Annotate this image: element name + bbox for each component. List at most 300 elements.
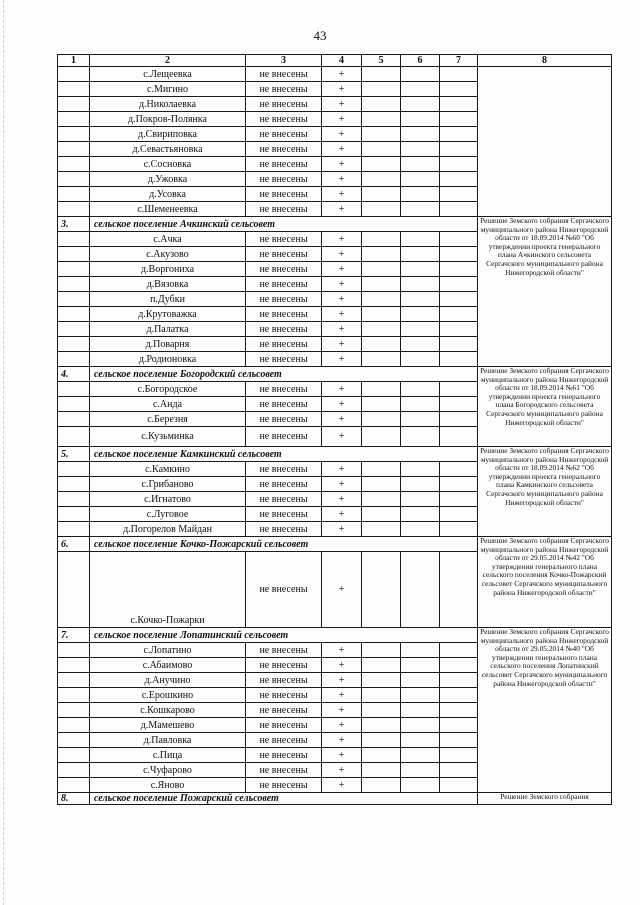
settlement-name: д.Палатка bbox=[90, 322, 246, 337]
changes-status: не внесены bbox=[246, 733, 322, 748]
column-header: 6 bbox=[401, 55, 440, 67]
settlement-name: д.Погорелов Майдан bbox=[90, 522, 246, 537]
section-header-row bbox=[58, 217, 612, 232]
empty-cell bbox=[401, 397, 440, 412]
empty-cell bbox=[401, 688, 440, 703]
settlement-name: с.Кузьминка bbox=[90, 427, 246, 447]
changes-status: не внесены bbox=[246, 703, 322, 718]
empty-cell bbox=[440, 322, 478, 337]
empty-cell bbox=[362, 492, 401, 507]
empty-cell bbox=[362, 172, 401, 187]
empty-cell bbox=[362, 507, 401, 522]
mark-cell: + bbox=[322, 292, 362, 307]
row-number-cell bbox=[58, 262, 90, 277]
mark-cell: + bbox=[322, 507, 362, 522]
row-number-cell bbox=[58, 97, 90, 112]
empty-cell bbox=[401, 172, 440, 187]
changes-status: не внесены bbox=[246, 307, 322, 322]
changes-status: не внесены bbox=[246, 97, 322, 112]
changes-status: не внесены bbox=[246, 262, 322, 277]
empty-cell bbox=[401, 82, 440, 97]
changes-status: не внесены bbox=[246, 292, 322, 307]
mark-cell: + bbox=[322, 673, 362, 688]
settlement-name: п.Дубки bbox=[90, 292, 246, 307]
changes-status: не внесены bbox=[246, 382, 322, 397]
empty-cell bbox=[362, 733, 401, 748]
changes-status: не внесены bbox=[246, 492, 322, 507]
empty-cell bbox=[440, 277, 478, 292]
settlement-name: д.Анучино bbox=[90, 673, 246, 688]
settlement-name: д.Севастьяновка bbox=[90, 142, 246, 157]
settlement-name: с.Лопатино bbox=[90, 643, 246, 658]
empty-cell bbox=[401, 778, 440, 793]
empty-cell bbox=[362, 97, 401, 112]
settlement-name: д.Воргониха bbox=[90, 262, 246, 277]
section-number: 8. bbox=[58, 793, 90, 805]
empty-cell bbox=[362, 552, 401, 628]
empty-cell bbox=[362, 187, 401, 202]
mark-cell: + bbox=[322, 187, 362, 202]
empty-cell bbox=[362, 703, 401, 718]
settlement-name: с.Шеменеевка bbox=[90, 202, 246, 217]
mark-cell: + bbox=[322, 307, 362, 322]
settlement-name: с.Мигино bbox=[90, 82, 246, 97]
mark-cell: + bbox=[322, 492, 362, 507]
changes-status: не внесены bbox=[246, 778, 322, 793]
section-header-row bbox=[58, 793, 612, 805]
empty-cell bbox=[440, 477, 478, 492]
mark-cell: + bbox=[322, 172, 362, 187]
settlement-name: с.Сосновка bbox=[90, 157, 246, 172]
empty-cell bbox=[440, 82, 478, 97]
settlement-name: д.Вязовка bbox=[90, 277, 246, 292]
section-title: сельское поселение Кочко-Пожарский сельсовет bbox=[90, 537, 478, 552]
row-number-cell bbox=[58, 112, 90, 127]
empty-cell bbox=[362, 778, 401, 793]
mark-cell: + bbox=[322, 477, 362, 492]
row-number-cell bbox=[58, 82, 90, 97]
empty-cell bbox=[440, 352, 478, 367]
empty-cell bbox=[401, 477, 440, 492]
empty-cell bbox=[440, 247, 478, 262]
changes-status: не внесены bbox=[246, 412, 322, 427]
empty-cell bbox=[401, 142, 440, 157]
empty-cell bbox=[440, 552, 478, 628]
row-number-cell bbox=[58, 127, 90, 142]
empty-cell bbox=[440, 202, 478, 217]
empty-cell bbox=[440, 658, 478, 673]
empty-cell bbox=[401, 492, 440, 507]
changes-status: не внесены bbox=[246, 507, 322, 522]
changes-status: не внесены bbox=[246, 462, 322, 477]
mark-cell: + bbox=[322, 522, 362, 537]
mark-cell: + bbox=[322, 127, 362, 142]
changes-status: не внесены bbox=[246, 643, 322, 658]
changes-status: не внесены bbox=[246, 127, 322, 142]
empty-cell bbox=[362, 522, 401, 537]
mark-cell: + bbox=[322, 658, 362, 673]
mark-cell: + bbox=[322, 778, 362, 793]
decision-cell: Решение Земского собрания bbox=[478, 793, 612, 805]
empty-cell bbox=[401, 763, 440, 778]
changes-status: не внесены bbox=[246, 748, 322, 763]
decision-cell: Решение Земского собрания Сергачского муниципального района Нижегородской области от 18.09.2014 №61 "Об утверждении проекта генерального плана Богородского сельсовета Сергачского муниципального района Нижегородской области" bbox=[478, 367, 612, 447]
empty-cell bbox=[362, 427, 401, 447]
settlement-name: д.Свириповка bbox=[90, 127, 246, 142]
row-number-cell bbox=[58, 462, 90, 477]
empty-cell bbox=[401, 337, 440, 352]
row-number-cell bbox=[58, 718, 90, 733]
row-number-cell bbox=[58, 688, 90, 703]
empty-cell bbox=[440, 127, 478, 142]
empty-cell bbox=[440, 427, 478, 447]
empty-cell bbox=[401, 202, 440, 217]
mark-cell: + bbox=[322, 262, 362, 277]
mark-cell: + bbox=[322, 277, 362, 292]
settlement-name: с.Луговое bbox=[90, 507, 246, 522]
empty-cell bbox=[440, 703, 478, 718]
changes-status: не внесены bbox=[246, 688, 322, 703]
section-title: сельское поселение Ачкинский сельсовет bbox=[90, 217, 478, 232]
changes-status: не внесены bbox=[246, 763, 322, 778]
empty-cell bbox=[362, 397, 401, 412]
empty-cell bbox=[401, 112, 440, 127]
settlement-row bbox=[58, 67, 612, 82]
mark-cell: + bbox=[322, 142, 362, 157]
empty-cell bbox=[440, 112, 478, 127]
column-header: 5 bbox=[362, 55, 401, 67]
row-number-cell bbox=[58, 337, 90, 352]
column-header: 4 bbox=[322, 55, 362, 67]
row-number-cell bbox=[58, 477, 90, 492]
settlement-name: д.Родионовка bbox=[90, 352, 246, 367]
empty-cell bbox=[362, 202, 401, 217]
changes-status: не внесены bbox=[246, 172, 322, 187]
row-number-cell bbox=[58, 352, 90, 367]
scan-edge bbox=[3, 0, 5, 905]
empty-cell bbox=[362, 322, 401, 337]
section-title: сельское поселение Лопатинский сельсовет bbox=[90, 628, 478, 643]
empty-cell bbox=[401, 187, 440, 202]
section-header-row bbox=[58, 367, 612, 382]
row-number-cell bbox=[58, 733, 90, 748]
empty-cell bbox=[362, 232, 401, 247]
changes-status: не внесены bbox=[246, 277, 322, 292]
empty-cell bbox=[440, 643, 478, 658]
changes-status: не внесены bbox=[246, 552, 322, 628]
column-header: 8 bbox=[478, 55, 612, 67]
row-number-cell bbox=[58, 412, 90, 427]
changes-status: не внесены bbox=[246, 232, 322, 247]
decision-cell: Решение Земского собрания Сергачского муниципального района Нижегородской области от 29.05.2014 №40 "Об утверждении генерального плана сельского поселения Лопатинский сельсовет Сергачского муниципального района Нижегородской области" bbox=[478, 628, 612, 793]
row-number-cell bbox=[58, 643, 90, 658]
section-number: 6. bbox=[58, 537, 90, 552]
empty-cell bbox=[440, 718, 478, 733]
empty-cell bbox=[401, 718, 440, 733]
empty-cell bbox=[401, 277, 440, 292]
empty-cell bbox=[362, 127, 401, 142]
mark-cell: + bbox=[322, 748, 362, 763]
empty-cell bbox=[401, 352, 440, 367]
settlement-name: с.Грибаново bbox=[90, 477, 246, 492]
changes-status: не внесены bbox=[246, 82, 322, 97]
settlement-name: с.Анда bbox=[90, 397, 246, 412]
settlement-name: д.Покров-Полянка bbox=[90, 112, 246, 127]
mark-cell: + bbox=[322, 97, 362, 112]
mark-cell: + bbox=[322, 202, 362, 217]
settlement-name: с.Ачка bbox=[90, 232, 246, 247]
changes-status: не внесены bbox=[246, 718, 322, 733]
changes-status: не внесены bbox=[246, 673, 322, 688]
empty-cell bbox=[440, 397, 478, 412]
changes-status: не внесены bbox=[246, 202, 322, 217]
empty-cell bbox=[362, 718, 401, 733]
section-number: 7. bbox=[58, 628, 90, 643]
changes-status: не внесены bbox=[246, 112, 322, 127]
settlement-name: с.Игнатово bbox=[90, 492, 246, 507]
row-number-cell bbox=[58, 552, 90, 628]
mark-cell: + bbox=[322, 643, 362, 658]
column-header: 7 bbox=[440, 55, 478, 67]
row-number-cell bbox=[58, 232, 90, 247]
settlements-table bbox=[57, 54, 612, 805]
empty-cell bbox=[362, 337, 401, 352]
changes-status: не внесены bbox=[246, 427, 322, 447]
settlement-name: с.Яново bbox=[90, 778, 246, 793]
row-number-cell bbox=[58, 492, 90, 507]
empty-cell bbox=[401, 507, 440, 522]
empty-cell bbox=[401, 232, 440, 247]
settlement-name: д.Крутоважка bbox=[90, 307, 246, 322]
row-number-cell bbox=[58, 247, 90, 262]
page-number: 43 bbox=[313, 28, 327, 43]
empty-cell bbox=[401, 382, 440, 397]
empty-cell bbox=[440, 748, 478, 763]
empty-cell bbox=[440, 292, 478, 307]
empty-cell bbox=[401, 247, 440, 262]
empty-cell bbox=[362, 307, 401, 322]
empty-cell bbox=[440, 97, 478, 112]
empty-cell bbox=[362, 643, 401, 658]
row-number-cell bbox=[58, 397, 90, 412]
mark-cell: + bbox=[322, 462, 362, 477]
settlement-name: д.Усовка bbox=[90, 187, 246, 202]
mark-cell: + bbox=[322, 427, 362, 447]
settlement-name: с.Абаимово bbox=[90, 658, 246, 673]
changes-status: не внесены bbox=[246, 142, 322, 157]
section-title: сельское поселение Богородский сельсовет bbox=[90, 367, 478, 382]
empty-cell bbox=[440, 382, 478, 397]
empty-cell bbox=[401, 412, 440, 427]
settlement-name: с.Ерошкино bbox=[90, 688, 246, 703]
empty-cell bbox=[401, 552, 440, 628]
empty-cell bbox=[440, 492, 478, 507]
empty-cell bbox=[362, 112, 401, 127]
empty-cell bbox=[362, 247, 401, 262]
empty-cell bbox=[362, 688, 401, 703]
changes-status: не внесены bbox=[246, 397, 322, 412]
mark-cell: + bbox=[322, 703, 362, 718]
settlement-name: д.Мамешево bbox=[90, 718, 246, 733]
empty-cell bbox=[401, 127, 440, 142]
mark-cell: + bbox=[322, 763, 362, 778]
empty-cell bbox=[362, 67, 401, 82]
column-header: 2 bbox=[90, 55, 246, 67]
empty-cell bbox=[401, 262, 440, 277]
column-header: 3 bbox=[246, 55, 322, 67]
mark-cell: + bbox=[322, 82, 362, 97]
empty-cell bbox=[401, 748, 440, 763]
row-number-cell bbox=[58, 748, 90, 763]
mark-cell: + bbox=[322, 397, 362, 412]
mark-cell: + bbox=[322, 67, 362, 82]
row-number-cell bbox=[58, 202, 90, 217]
settlement-name: с.Камкино bbox=[90, 462, 246, 477]
empty-cell bbox=[440, 412, 478, 427]
row-number-cell bbox=[58, 763, 90, 778]
section-number: 3. bbox=[58, 217, 90, 232]
mark-cell: + bbox=[322, 247, 362, 262]
changes-status: не внесены bbox=[246, 352, 322, 367]
mark-cell: + bbox=[322, 552, 362, 628]
settlement-name: д.Ужовка bbox=[90, 172, 246, 187]
row-number-cell bbox=[58, 673, 90, 688]
settlement-name: с.Лещеевка bbox=[90, 67, 246, 82]
mark-cell: + bbox=[322, 112, 362, 127]
empty-cell bbox=[362, 462, 401, 477]
mark-cell: + bbox=[322, 412, 362, 427]
row-number-cell bbox=[58, 703, 90, 718]
empty-cell bbox=[401, 522, 440, 537]
row-number-cell bbox=[58, 307, 90, 322]
mark-cell: + bbox=[322, 718, 362, 733]
empty-cell bbox=[362, 673, 401, 688]
empty-cell bbox=[440, 763, 478, 778]
empty-cell bbox=[401, 658, 440, 673]
settlement-name: с.Кошкарово bbox=[90, 703, 246, 718]
settlement-name: с.Богородское bbox=[90, 382, 246, 397]
empty-cell bbox=[362, 292, 401, 307]
row-number-cell bbox=[58, 187, 90, 202]
changes-status: не внесены bbox=[246, 322, 322, 337]
empty-cell bbox=[401, 67, 440, 82]
empty-cell bbox=[440, 673, 478, 688]
decision-cell: Решение Земского собрания Сергачского муниципального района Нижегородской области от 18.09.2014 №60 "Об утверждении проекта генерального плана Ачкинского сельсовета Сергачского муниципального района Нижегородской области" bbox=[478, 217, 612, 367]
empty-cell bbox=[401, 673, 440, 688]
empty-cell bbox=[362, 748, 401, 763]
empty-cell bbox=[362, 658, 401, 673]
empty-cell bbox=[401, 157, 440, 172]
empty-cell bbox=[440, 142, 478, 157]
settlement-name: с.Акузово bbox=[90, 247, 246, 262]
empty-cell bbox=[401, 703, 440, 718]
empty-cell bbox=[440, 187, 478, 202]
changes-status: не внесены bbox=[246, 337, 322, 352]
table-body bbox=[58, 55, 612, 805]
column-header: 1 bbox=[58, 55, 90, 67]
mark-cell: + bbox=[322, 352, 362, 367]
mark-cell: + bbox=[322, 382, 362, 397]
changes-status: не внесены bbox=[246, 67, 322, 82]
settlement-name: с.Березня bbox=[90, 412, 246, 427]
mark-cell: + bbox=[322, 688, 362, 703]
section-title: сельское поселение Пожарский сельсовет bbox=[90, 793, 478, 805]
empty-cell bbox=[440, 688, 478, 703]
empty-cell bbox=[362, 157, 401, 172]
row-number-cell bbox=[58, 67, 90, 82]
empty-cell bbox=[440, 232, 478, 247]
row-number-cell bbox=[58, 292, 90, 307]
column-header-row bbox=[58, 55, 612, 67]
settlement-name: с.Пица bbox=[90, 748, 246, 763]
empty-cell bbox=[362, 277, 401, 292]
changes-status: не внесены bbox=[246, 658, 322, 673]
changes-status: не внесены bbox=[246, 157, 322, 172]
empty-cell bbox=[440, 507, 478, 522]
empty-cell bbox=[440, 337, 478, 352]
empty-cell bbox=[362, 412, 401, 427]
empty-cell bbox=[401, 97, 440, 112]
section-header-row bbox=[58, 628, 612, 643]
row-number-cell bbox=[58, 507, 90, 522]
empty-cell bbox=[440, 262, 478, 277]
mark-cell: + bbox=[322, 322, 362, 337]
empty-cell bbox=[440, 172, 478, 187]
empty-cell bbox=[362, 352, 401, 367]
row-number-cell bbox=[58, 322, 90, 337]
section-header-row bbox=[58, 447, 612, 462]
empty-cell bbox=[440, 307, 478, 322]
settlement-name: д.Николаевка bbox=[90, 97, 246, 112]
empty-cell bbox=[401, 322, 440, 337]
empty-cell bbox=[440, 778, 478, 793]
mark-cell: + bbox=[322, 337, 362, 352]
section-number: 5. bbox=[58, 447, 90, 462]
row-number-cell bbox=[58, 157, 90, 172]
row-number-cell bbox=[58, 427, 90, 447]
empty-cell bbox=[362, 477, 401, 492]
empty-cell bbox=[401, 733, 440, 748]
settlement-name: с.Кочко-Пожарки bbox=[90, 552, 246, 628]
settlement-name: д.Павловка bbox=[90, 733, 246, 748]
row-number-cell bbox=[58, 778, 90, 793]
mark-cell: + bbox=[322, 232, 362, 247]
empty-cell bbox=[401, 292, 440, 307]
changes-status: не внесены bbox=[246, 247, 322, 262]
empty-cell bbox=[440, 157, 478, 172]
decision-cell: Решение Земского собрания Сергачского муниципального района Нижегородской области от 18.09.2014 №62 "Об утверждении проекта генерального плана Камкинского сельсовета Сергачского муниципального района Нижегородской области" bbox=[478, 447, 612, 537]
section-number: 4. bbox=[58, 367, 90, 382]
empty-cell bbox=[362, 142, 401, 157]
section-header-row bbox=[58, 537, 612, 552]
mark-cell: + bbox=[322, 157, 362, 172]
empty-cell bbox=[440, 733, 478, 748]
changes-status: не внесены bbox=[246, 477, 322, 492]
row-number-cell bbox=[58, 658, 90, 673]
empty-cell bbox=[401, 462, 440, 477]
mark-cell: + bbox=[322, 733, 362, 748]
empty-cell bbox=[401, 643, 440, 658]
empty-cell bbox=[362, 763, 401, 778]
empty-cell bbox=[440, 67, 478, 82]
empty-cell bbox=[401, 427, 440, 447]
empty-cell bbox=[362, 82, 401, 97]
empty-cell bbox=[362, 262, 401, 277]
decision-cell: Решение Земского собрания Сергачского муниципального района Нижегородской области от 29.05.2014 №42 "Об утверждении генерального плана сельского поселения Кочко-Пожарский сельсовет Сергачского муниципального района Нижегородской области" bbox=[478, 537, 612, 628]
empty-cell bbox=[440, 462, 478, 477]
row-number-cell bbox=[58, 142, 90, 157]
row-number-cell bbox=[58, 172, 90, 187]
